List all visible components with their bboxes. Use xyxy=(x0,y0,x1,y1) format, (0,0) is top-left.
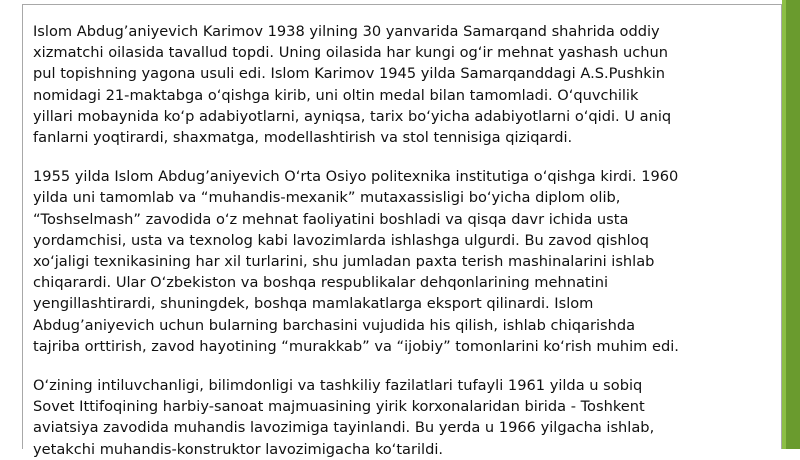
decorative-accent-bar xyxy=(786,0,800,449)
paragraph-aviation-plant: O‘zining intiluvchanligi, bilimdonligi va tashkiliy fazilatlari tufayli 1961 yilda u sobiq Sovet Ittifoqining harbiy-sanoat majmuasining yirik korxonalaridan birida - Toshkent aviatsiya zavodida muhandis lavozimiga tayinlandi. Bu yerda u 1966 yilgacha ishlab, yetakchi muhandis-konstruktor lavozimigacha ko‘tarildi. xyxy=(33,377,655,458)
text-box xyxy=(22,4,782,458)
paragraph-education-career: 1955 yilda Islom Abdug’aniyevich O‘rta Osiyo politexnika institutiga o‘qishga kirdi. 1960 yilda uni tamomlab va “muhandis-mexanik” mutaxassisligi bo‘yicha diplom olib, “Toshselmash” zavodida o‘z mehnat faoliyatini boshladi va qisqa davr ichida usta yordamchisi, usta va texnolog kabi lavozimlarda ishlashga ulgurdi. Bu zavod qishloq xo‘jaligi texnikasining har xil turlarini, shu jumladan paxta terish mashinalarini ishlab chiqarardi. Ular O‘zbekiston va boshqa respublikalar dehqonlarining mehnatini yengillashtirardi, shuningdek, boshqa mamlakatlarga eksport qilinardi. Islom Abdug’aniyevich uchun bularning barchasini vujudida his qilish, ishlab chiqarishda tajriba orttirish, zavod hayotining “murakkab” va “ijobiy” tomonlarini ko‘rish muhim edi. xyxy=(33,168,679,355)
paragraph-early-life: Islom Abdug’aniyevich Karimov 1938 yilning 30 yanvarida Samarqand shahrida oddiy xizmatchi oilasida tavallud topdi. Uning oilasida har kungi og‘ir mehnat yashash uchun pul topishning yagona usuli edi. Islom Karimov 1945 yilda Samarqanddagi A.S.Pushkin nomidagi 21-maktabga o‘qishga kirib, uni oltin medal bilan tamomladi. O‘quvchilik yillari mobaynida ko‘p adabiyotlarni, ayniqsa, tarix bo‘yicha adabiyotlarni o‘qidi. U aniq fanlarni yoqtirardi, shaxmatga, modellashtirish va stol tennisiga qiziqardi. xyxy=(33,23,672,147)
